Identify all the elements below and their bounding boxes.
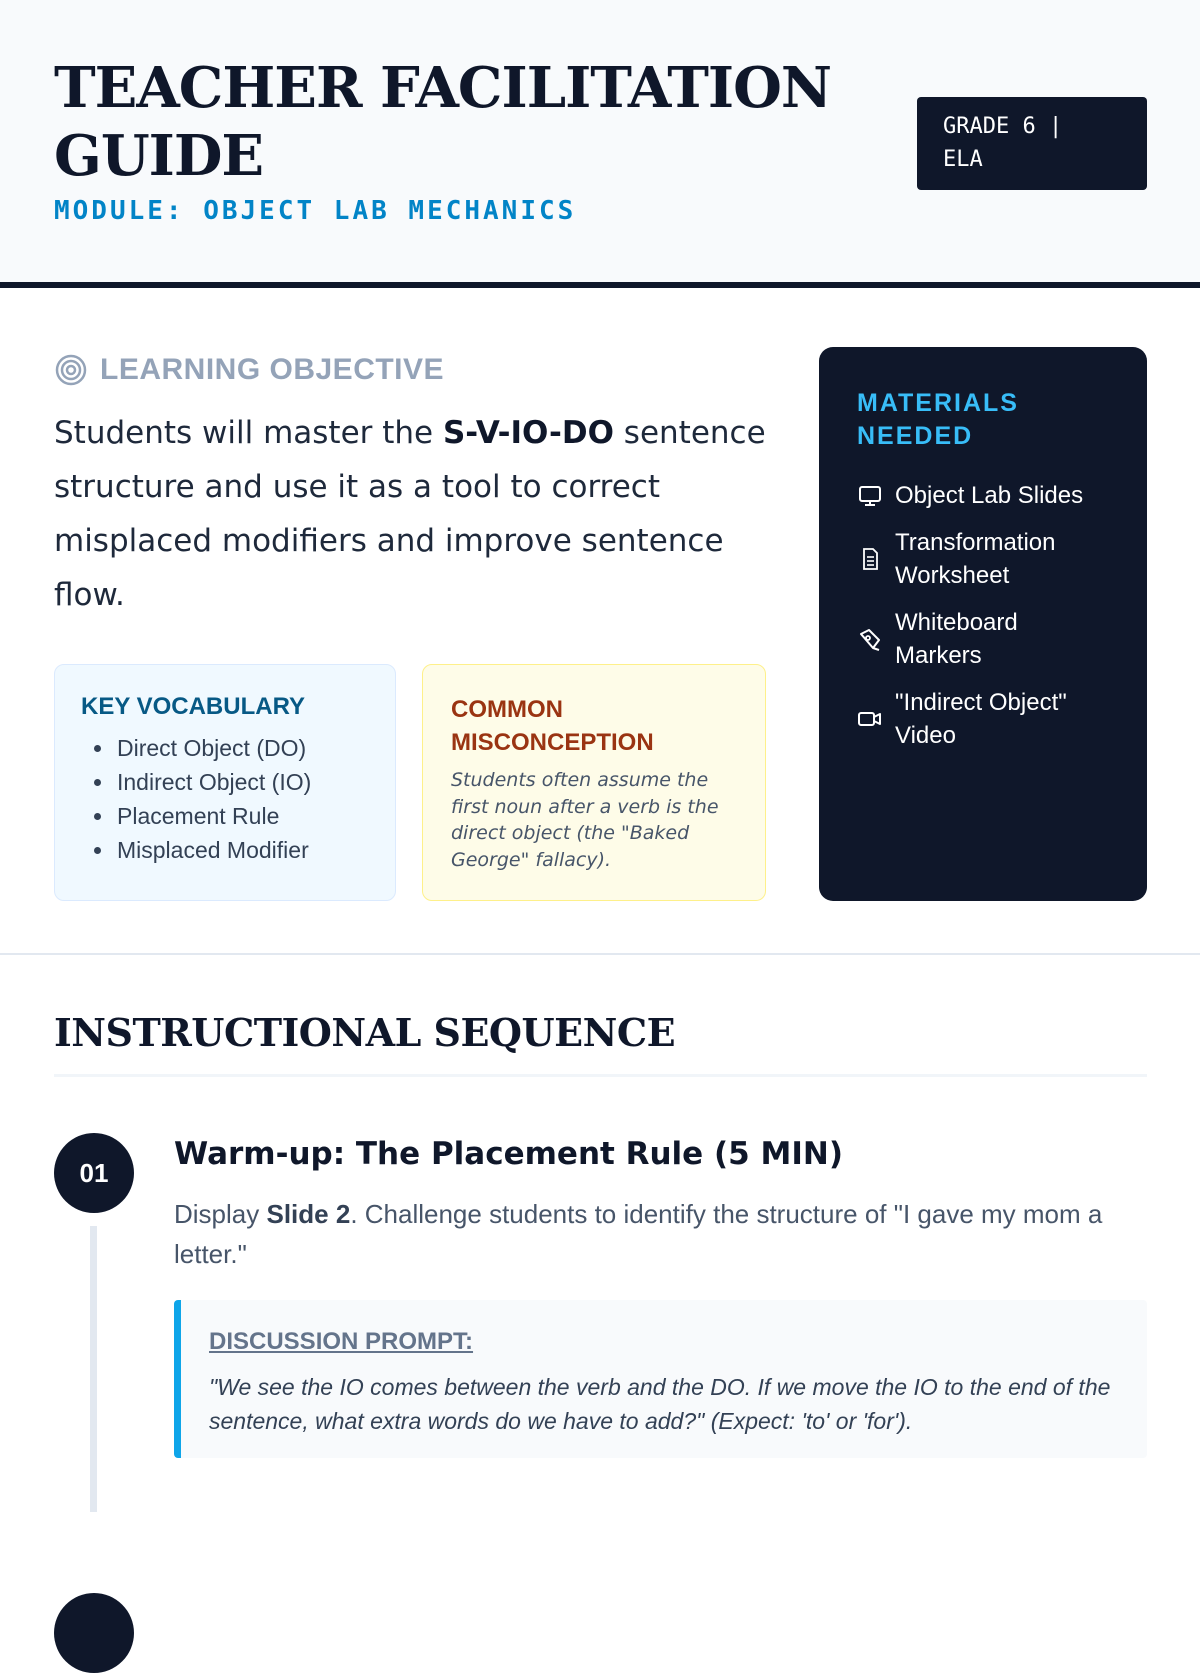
materials-item-label: Transformation Worksheet [895, 529, 1056, 589]
grade-badge: GRADE 6 | ELA [917, 97, 1147, 190]
objective-text [54, 406, 774, 622]
discussion-prompt-label: DISCUSSION PROMPT: [209, 1328, 474, 1355]
step-title: Warm-up: The Placement Rule (5 MIN) [174, 1136, 844, 1172]
sequence-title: INSTRUCTIONAL SEQUENCE [54, 1010, 676, 1055]
discussion-prompt-text: "We see the IO comes between the verb and the DO. If we move the IO to the end of the sentence, what extra words do we have to add?" (Expect: 'to' or 'for'). [209, 1374, 1111, 1434]
materials-item [857, 686, 1109, 752]
key-vocabulary-title: KEY VOCABULARY [81, 693, 306, 720]
misconception-card [422, 664, 766, 901]
target-icon [54, 353, 88, 387]
step-description-start: Display [174, 1199, 267, 1229]
materials-item-label: Whiteboard Markers [895, 609, 1018, 669]
next-step-badge [54, 1593, 134, 1673]
misconception-text: Students often assume the first noun after a verb is the direct object (the "Baked George" fallacy). [451, 769, 719, 871]
step-timeline-line [90, 1226, 97, 1512]
objective-heading-label: LEARNING OBJECTIVE [100, 353, 445, 386]
objective-text-start: Students will master the [54, 415, 443, 451]
objective-text-end: sentence structure and use it as a tool to correct misplaced modifiers and improve sentence flow. [54, 415, 766, 613]
materials-item [857, 606, 1109, 672]
step-description [174, 1194, 1124, 1274]
module-label: MODULE: OBJECT LAB MECHANICS [54, 196, 577, 226]
objective-structure: S-V-IO-DO [442, 415, 614, 451]
section-divider [0, 953, 1200, 955]
pen-icon [857, 626, 883, 652]
vocabulary-item: • Placement Rule [115, 799, 369, 833]
vocabulary-list [81, 731, 369, 867]
document-icon [857, 546, 883, 572]
step-slide-reference: Slide 2 [266, 1199, 351, 1229]
sequence-title-rule [54, 1074, 1147, 1077]
materials-item-label: "Indirect Object" Video [895, 689, 1067, 749]
monitor-icon [857, 483, 883, 509]
vocabulary-item: • Indirect Object (IO) [115, 765, 369, 799]
misconception-title: COMMON MISCONCEPTION [451, 696, 654, 756]
materials-item [857, 479, 1109, 512]
step-description-end: . Challenge students to identify the structure of "I gave my mom a letter." [174, 1199, 1103, 1269]
materials-item-label: Object Lab Slides [895, 482, 1084, 509]
key-vocabulary-card [54, 664, 396, 901]
page-title: TEACHER FACILITATION GUIDE [54, 55, 832, 189]
vocabulary-item: • Misplaced Modifier [115, 833, 369, 867]
materials-title: MATERIALS NEEDED [857, 389, 1019, 450]
page-header [0, 0, 1200, 288]
objective-heading [54, 350, 444, 390]
vocabulary-item: • Direct Object (DO) [115, 731, 369, 765]
materials-panel [819, 347, 1147, 901]
materials-item [857, 526, 1109, 592]
step-number-badge: 01 [54, 1133, 134, 1213]
discussion-prompt-box [174, 1300, 1147, 1458]
video-icon [857, 706, 883, 732]
